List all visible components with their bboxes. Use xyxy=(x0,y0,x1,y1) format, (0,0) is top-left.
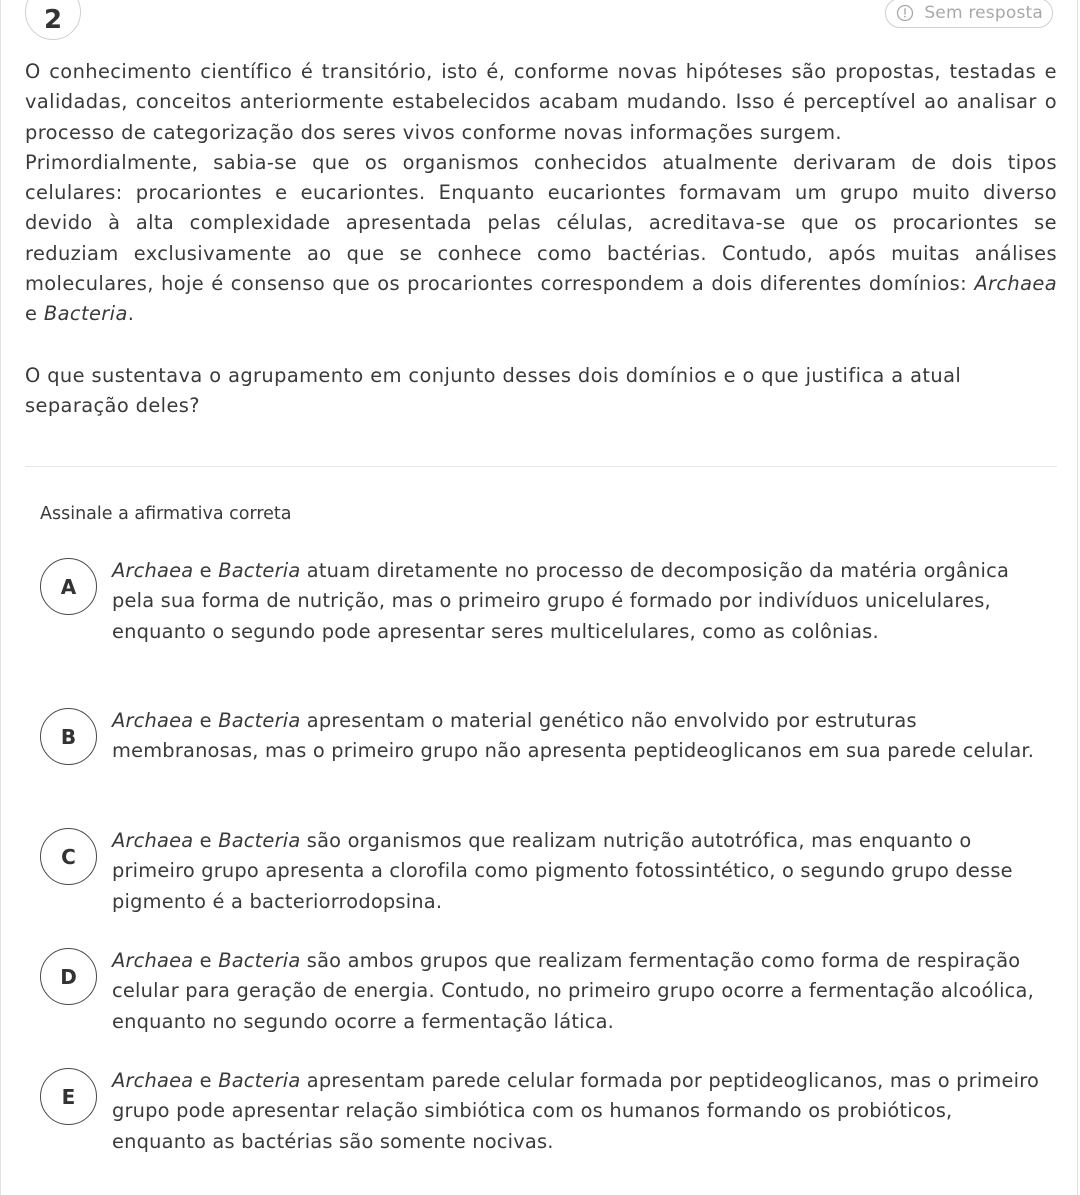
question-number: 2 xyxy=(43,5,63,35)
divider xyxy=(25,466,1057,467)
stem-paragraph-1: O conhecimento científico é transitório, isto é, conforme novas hipóteses são propostas, testadas e validadas, conceitos anteriormente estabelecidos acabam mudando. Isso é perceptível ao analisar o processo de categorização dos seres vivos conforme novas informações surgem. xyxy=(25,60,1057,144)
option-letter-a[interactable]: A xyxy=(40,558,97,615)
status-label: Sem resposta xyxy=(924,3,1043,23)
option-text-c[interactable]: Archaea e Bacteria são organismos que realizam nutrição autotrófica, mas enquanto o primeiro grupo apresenta a clorofila como pigmento fotossintético, o segundo grupo desse pigmento é a bacteriorrodopsina. xyxy=(112,829,1013,913)
option-text-d[interactable]: Archaea e Bacteria são ambos grupos que realizam fermentação como forma de respiração celular para geração de energia. Contudo, no primeiro grupo ocorre a fermentação alcoólica, enquanto no segundo ocorre a fermentação lática. xyxy=(112,949,1034,1033)
alert-circle-icon xyxy=(896,4,914,22)
instruction-label: Assinale a afirmativa correta xyxy=(40,504,292,524)
question-stem xyxy=(25,57,1057,421)
question-number-badge xyxy=(25,0,81,40)
stem-question: O que sustentava o agrupamento em conjunto desses dois domínios e o que justifica a atual separação deles? xyxy=(25,363,962,417)
option-letter-e[interactable]: E xyxy=(40,1068,97,1125)
term-archaea: Archaea xyxy=(974,272,1057,296)
option-letter-d[interactable]: D xyxy=(40,948,97,1005)
option-letter-b[interactable]: B xyxy=(40,708,97,765)
option-text-b[interactable]: Archaea e Bacteria apresentam o material genético não envolvido por estruturas membranosas, mas o primeiro grupo não apresenta peptideoglicanos em sua parede celular. xyxy=(112,709,1035,763)
option-text-a[interactable]: Archaea e Bacteria atuam diretamente no processo de decomposição da matéria orgânica pela sua forma de nutrição, mas o primeiro grupo é formado por indivíduos unicelulares, enquanto o segundo pode apresentar seres multicelulares, como as colônias. xyxy=(112,559,1010,643)
option-text-e[interactable]: Archaea e Bacteria apresentam parede celular formada por peptideoglicanos, mas o primeiro grupo pode apresentar relação simbiótica com os humanos formando os probióticos, enquanto as bactérias são somente nocivas. xyxy=(112,1069,1040,1153)
term-bacteria: Bacteria xyxy=(43,302,128,326)
status-badge xyxy=(885,0,1053,28)
option-letter-c[interactable]: C xyxy=(40,828,97,885)
stem-paragraph-2: Primordialmente, sabia-se que os organismos conhecidos atualmente derivaram de dois tipos celulares: procariontes e eucariontes. Enquanto eucariontes formavam um grupo muito diverso devido à alta complexidade apresentada pelas células, acreditava-se que os procariontes se reduziam exclusivamente ao que se conhece como bactérias. Contudo, após muitas análises moleculares, hoje é consenso que os procariontes correspondem a dois diferentes domínios: Archaea e Bacteria. xyxy=(25,150,1057,326)
